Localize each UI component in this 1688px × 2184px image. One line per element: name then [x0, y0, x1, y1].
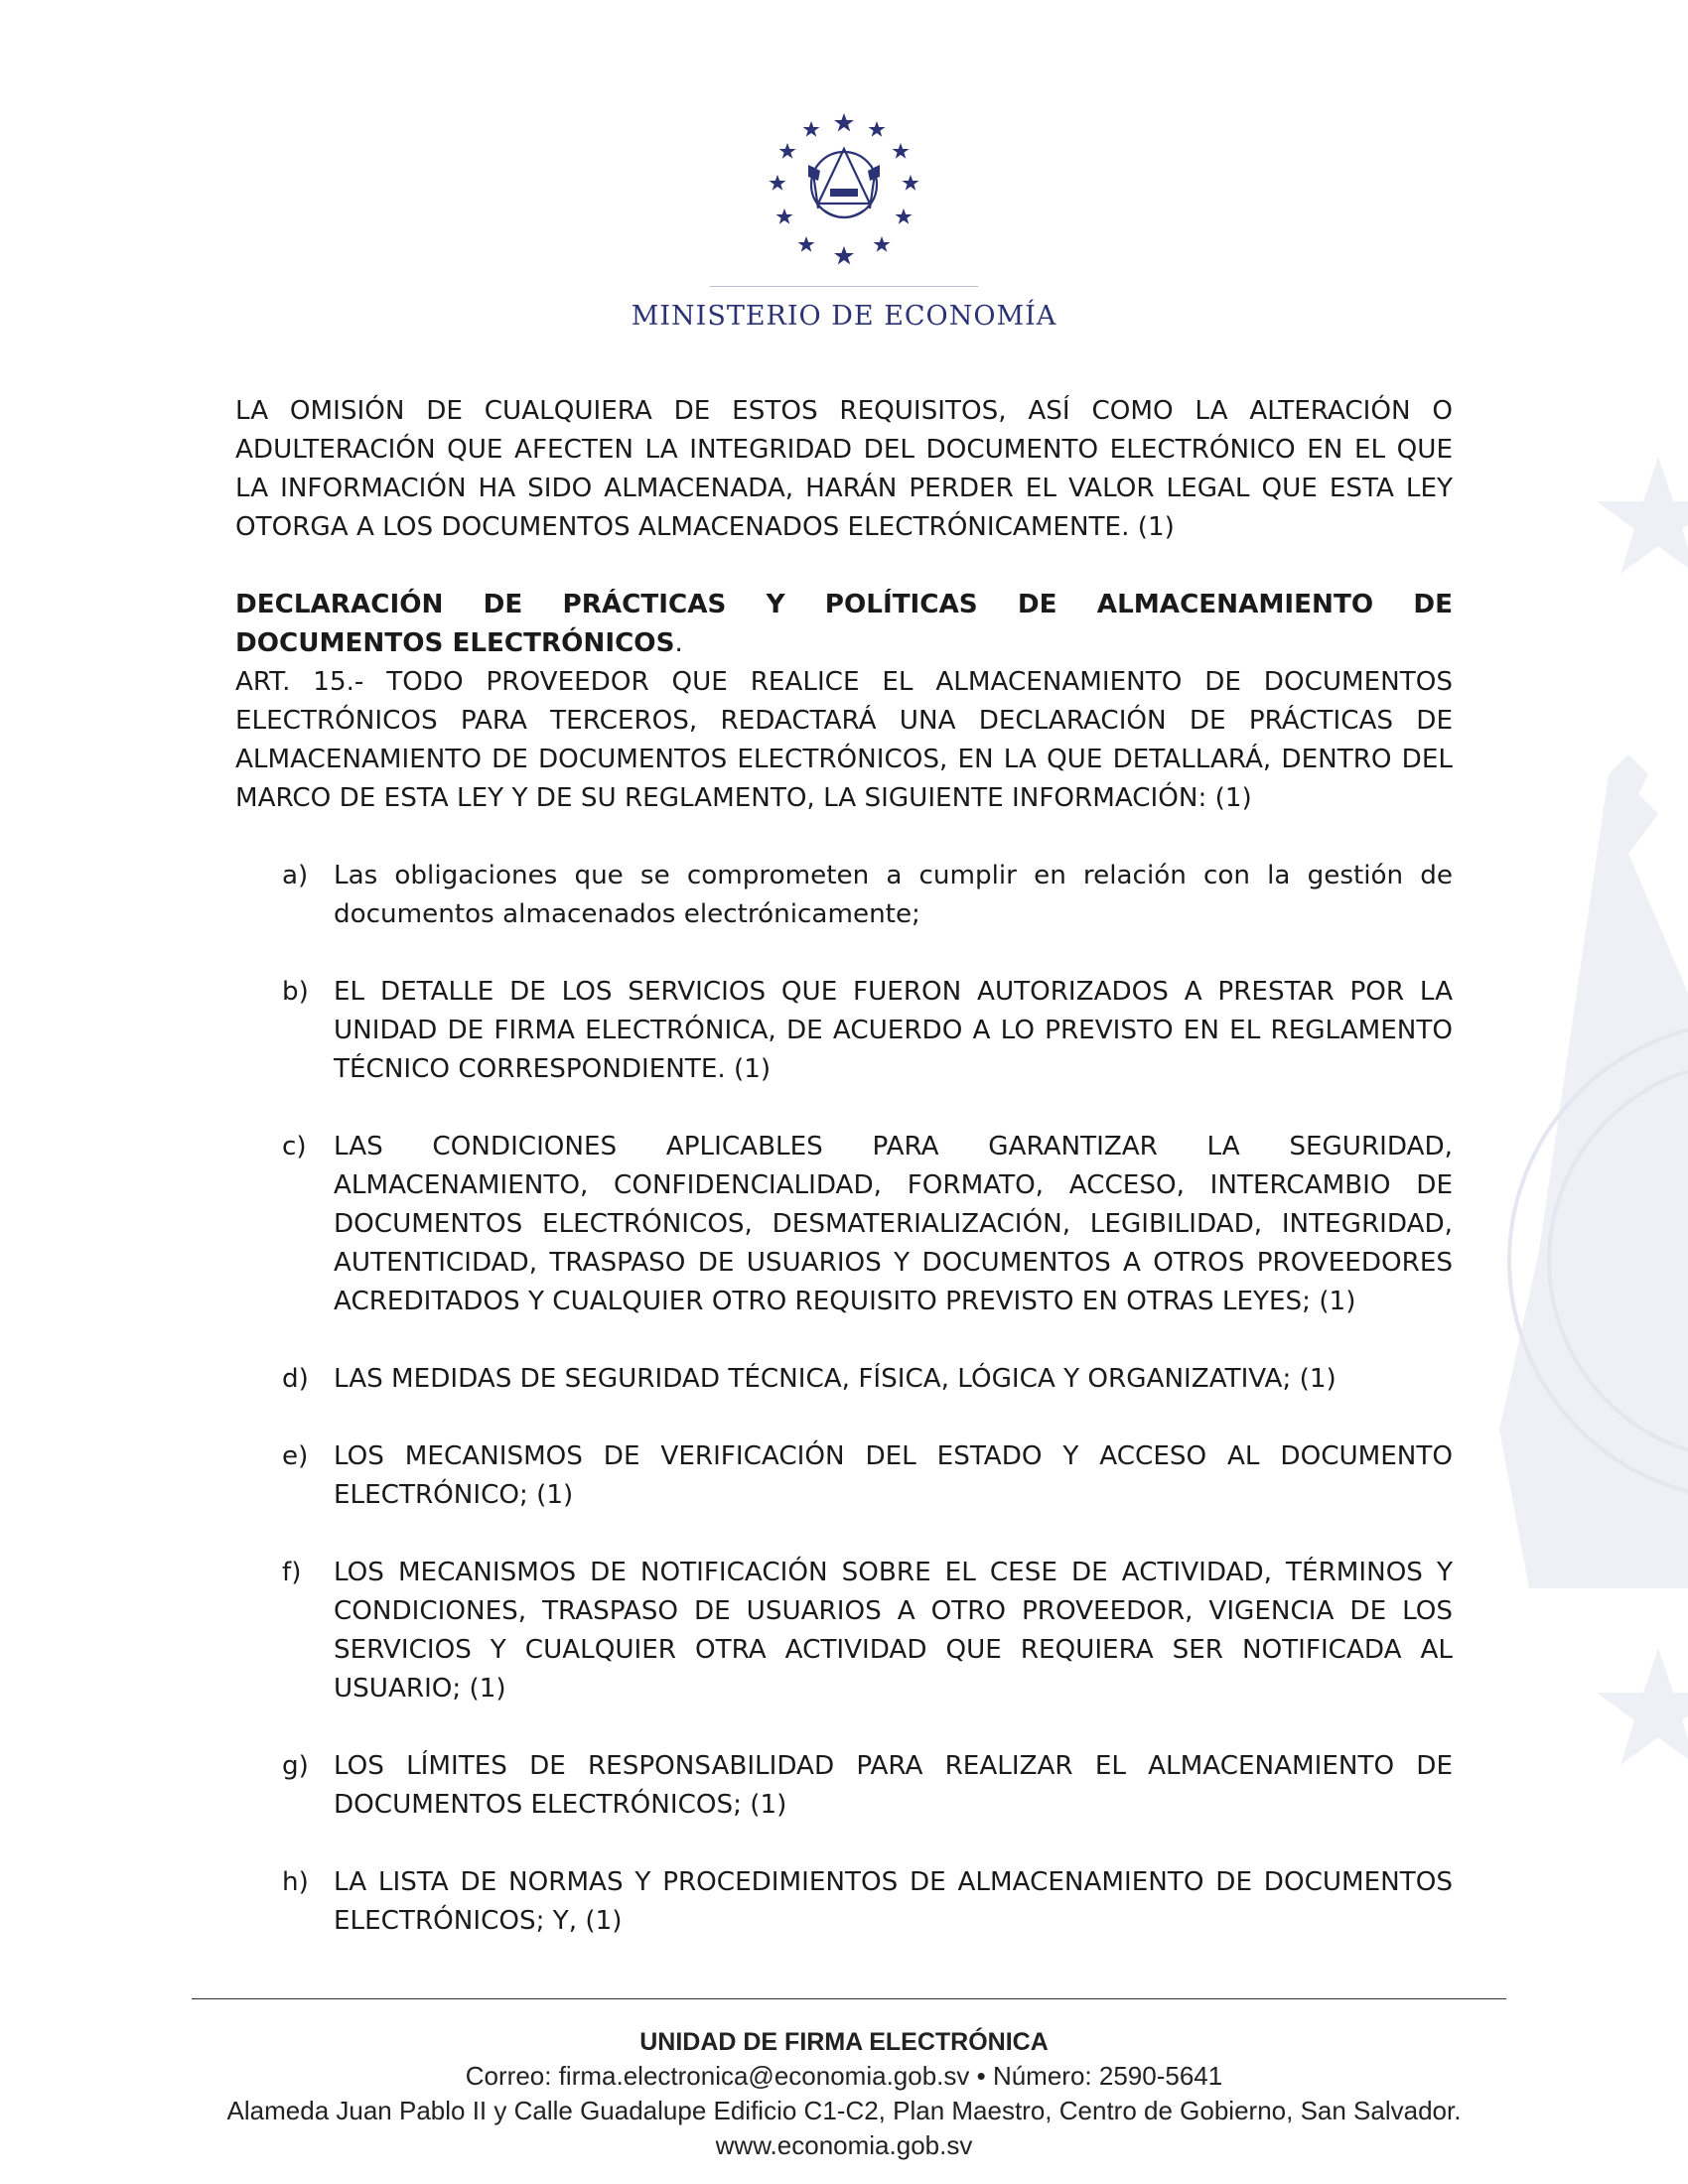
- list-item-text: Las obligaciones que se comprometen a cumplir en relación con la gestión de documentos almacenados electrónicamente;: [334, 861, 1453, 929]
- list-item-text: LA LISTA DE NORMAS Y PROCEDIMIENTOS DE ALMACENAMIENTO DE DOCUMENTOS ELECTRÓNICOS; Y, (1): [334, 1867, 1453, 1936]
- el-salvador-coat-of-arms-icon: [765, 109, 923, 268]
- list-item-text: LAS CONDICIONES APLICABLES PARA GARANTIZAR LA SEGURIDAD, ALMACENAMIENTO, CONFIDENCIALIDAD, FORMATO, ACCESO, INTERCAMBIO DE DOCUMENTOS ELECTRÓNICOS, DESMATERIALIZACIÓN, LEGIBILIDAD, INTEGRIDAD, AUTENTICIDAD, TRASPASO DE USUARIOS Y DOCUMENTOS A OTROS PROVEEDORES ACREDITADOS Y CUALQUIER OTRO REQUISITO PREVISTO EN OTRAS LEYES; (1): [334, 1132, 1453, 1316]
- list-item: [235, 1747, 1453, 1825]
- footer-unit-name: UNIDAD DE FIRMA ELECTRÓNICA: [639, 2028, 1049, 2056]
- footer: [0, 2025, 1688, 2163]
- list-item-letter: h): [282, 1867, 309, 1897]
- footer-address: Alameda Juan Pablo II y Calle Guadalupe Edificio C1-C2, Plan Maestro, Centro de Gobierno, San Salvador.: [226, 2096, 1462, 2125]
- list-item: [235, 1554, 1453, 1708]
- list-item: [235, 857, 1453, 934]
- list-item-letter: e): [282, 1441, 309, 1471]
- list-item-letter: a): [282, 861, 309, 890]
- list-item-letter: d): [282, 1364, 309, 1394]
- list-item-text: LOS LÍMITES DE RESPONSABILIDAD PARA REALIZAR EL ALMACENAMIENTO DE DOCUMENTOS ELECTRÓNICOS; (1): [334, 1751, 1453, 1820]
- document-body: [235, 392, 1453, 1979]
- list-item-letter: g): [282, 1751, 309, 1781]
- letterhead: [0, 109, 1688, 332]
- list-item: [235, 1863, 1453, 1941]
- requirements-list: [235, 857, 1453, 1941]
- section-heading-period: .: [674, 628, 683, 658]
- section-heading: [235, 586, 1453, 663]
- list-item-text: LOS MECANISMOS DE NOTIFICACIÓN SOBRE EL CESE DE ACTIVIDAD, TÉRMINOS Y CONDICIONES, TRASPASO DE USUARIOS A OTRO PROVEEDOR, VIGENCIA DE LOS SERVICIOS Y CUALQUIER OTRA ACTIVIDAD QUE REQUIERA SER NOTIFICADA AL USUARIO; (1): [334, 1558, 1453, 1704]
- list-item-text: LOS MECANISMOS DE VERIFICACIÓN DEL ESTADO Y ACCESO AL DOCUMENTO ELECTRÓNICO; (1): [334, 1441, 1453, 1510]
- list-item: [235, 1360, 1453, 1399]
- list-item: [235, 1437, 1453, 1515]
- intro-paragraph: LA OMISIÓN DE CUALQUIERA DE ESTOS REQUISITOS, ASÍ COMO LA ALTERACIÓN O ADULTERACIÓN QUE AFECTEN LA INTEGRIDAD DEL DOCUMENTO ELECTRÓNICO EN EL QUE LA INFORMACIÓN HA SIDO ALMACENADA, HARÁN PERDER EL VALOR LEGAL QUE ESTA LEY OTORGA A LOS DOCUMENTOS ALMACENADOS ELECTRÓNICAMENTE. (1): [235, 396, 1453, 542]
- list-item-letter: f): [282, 1558, 302, 1587]
- article-paragraph: ART. 15.- TODO PROVEEDOR QUE REALICE EL ALMACENAMIENTO DE DOCUMENTOS ELECTRÓNICOS PARA TERCEROS, REDACTARÁ UNA DECLARACIÓN DE PRÁCTICAS DE ALMACENAMIENTO DE DOCUMENTOS ELECTRÓNICOS, EN LA QUE DETALLARÁ, DENTRO DEL MARCO DE ESTA LEY Y DE SU REGLAMENTO, LA SIGUIENTE INFORMACIÓN: (1): [235, 667, 1453, 813]
- list-item: [235, 1128, 1453, 1321]
- list-item-letter: b): [282, 977, 309, 1007]
- footer-contact: Correo: firma.electronica@economia.gob.sv • Número: 2590-5641: [465, 2061, 1223, 2091]
- list-item-text: EL DETALLE DE LOS SERVICIOS QUE FUERON AUTORIZADOS A PRESTAR POR LA UNIDAD DE FIRMA ELECTRÓNICA, DE ACUERDO A LO PREVISTO EN EL REGLAMENTO TÉCNICO CORRESPONDIENTE. (1): [334, 977, 1453, 1084]
- list-item: [235, 973, 1453, 1089]
- footer-website: www.economia.gob.sv: [715, 2130, 973, 2160]
- section-heading-text: DECLARACIÓN DE PRÁCTICAS Y POLÍTICAS DE ALMACENAMIENTO DE DOCUMENTOS ELECTRÓNICOS: [235, 590, 1453, 658]
- ministry-name: MINISTERIO DE ECONOMÍA: [631, 301, 1057, 332]
- list-item-letter: c): [282, 1132, 307, 1161]
- list-item-text: LAS MEDIDAS DE SEGURIDAD TÉCNICA, FÍSICA, LÓGICA Y ORGANIZATIVA; (1): [334, 1364, 1336, 1394]
- header-divider: [710, 286, 978, 287]
- footer-divider: [192, 1998, 1506, 1999]
